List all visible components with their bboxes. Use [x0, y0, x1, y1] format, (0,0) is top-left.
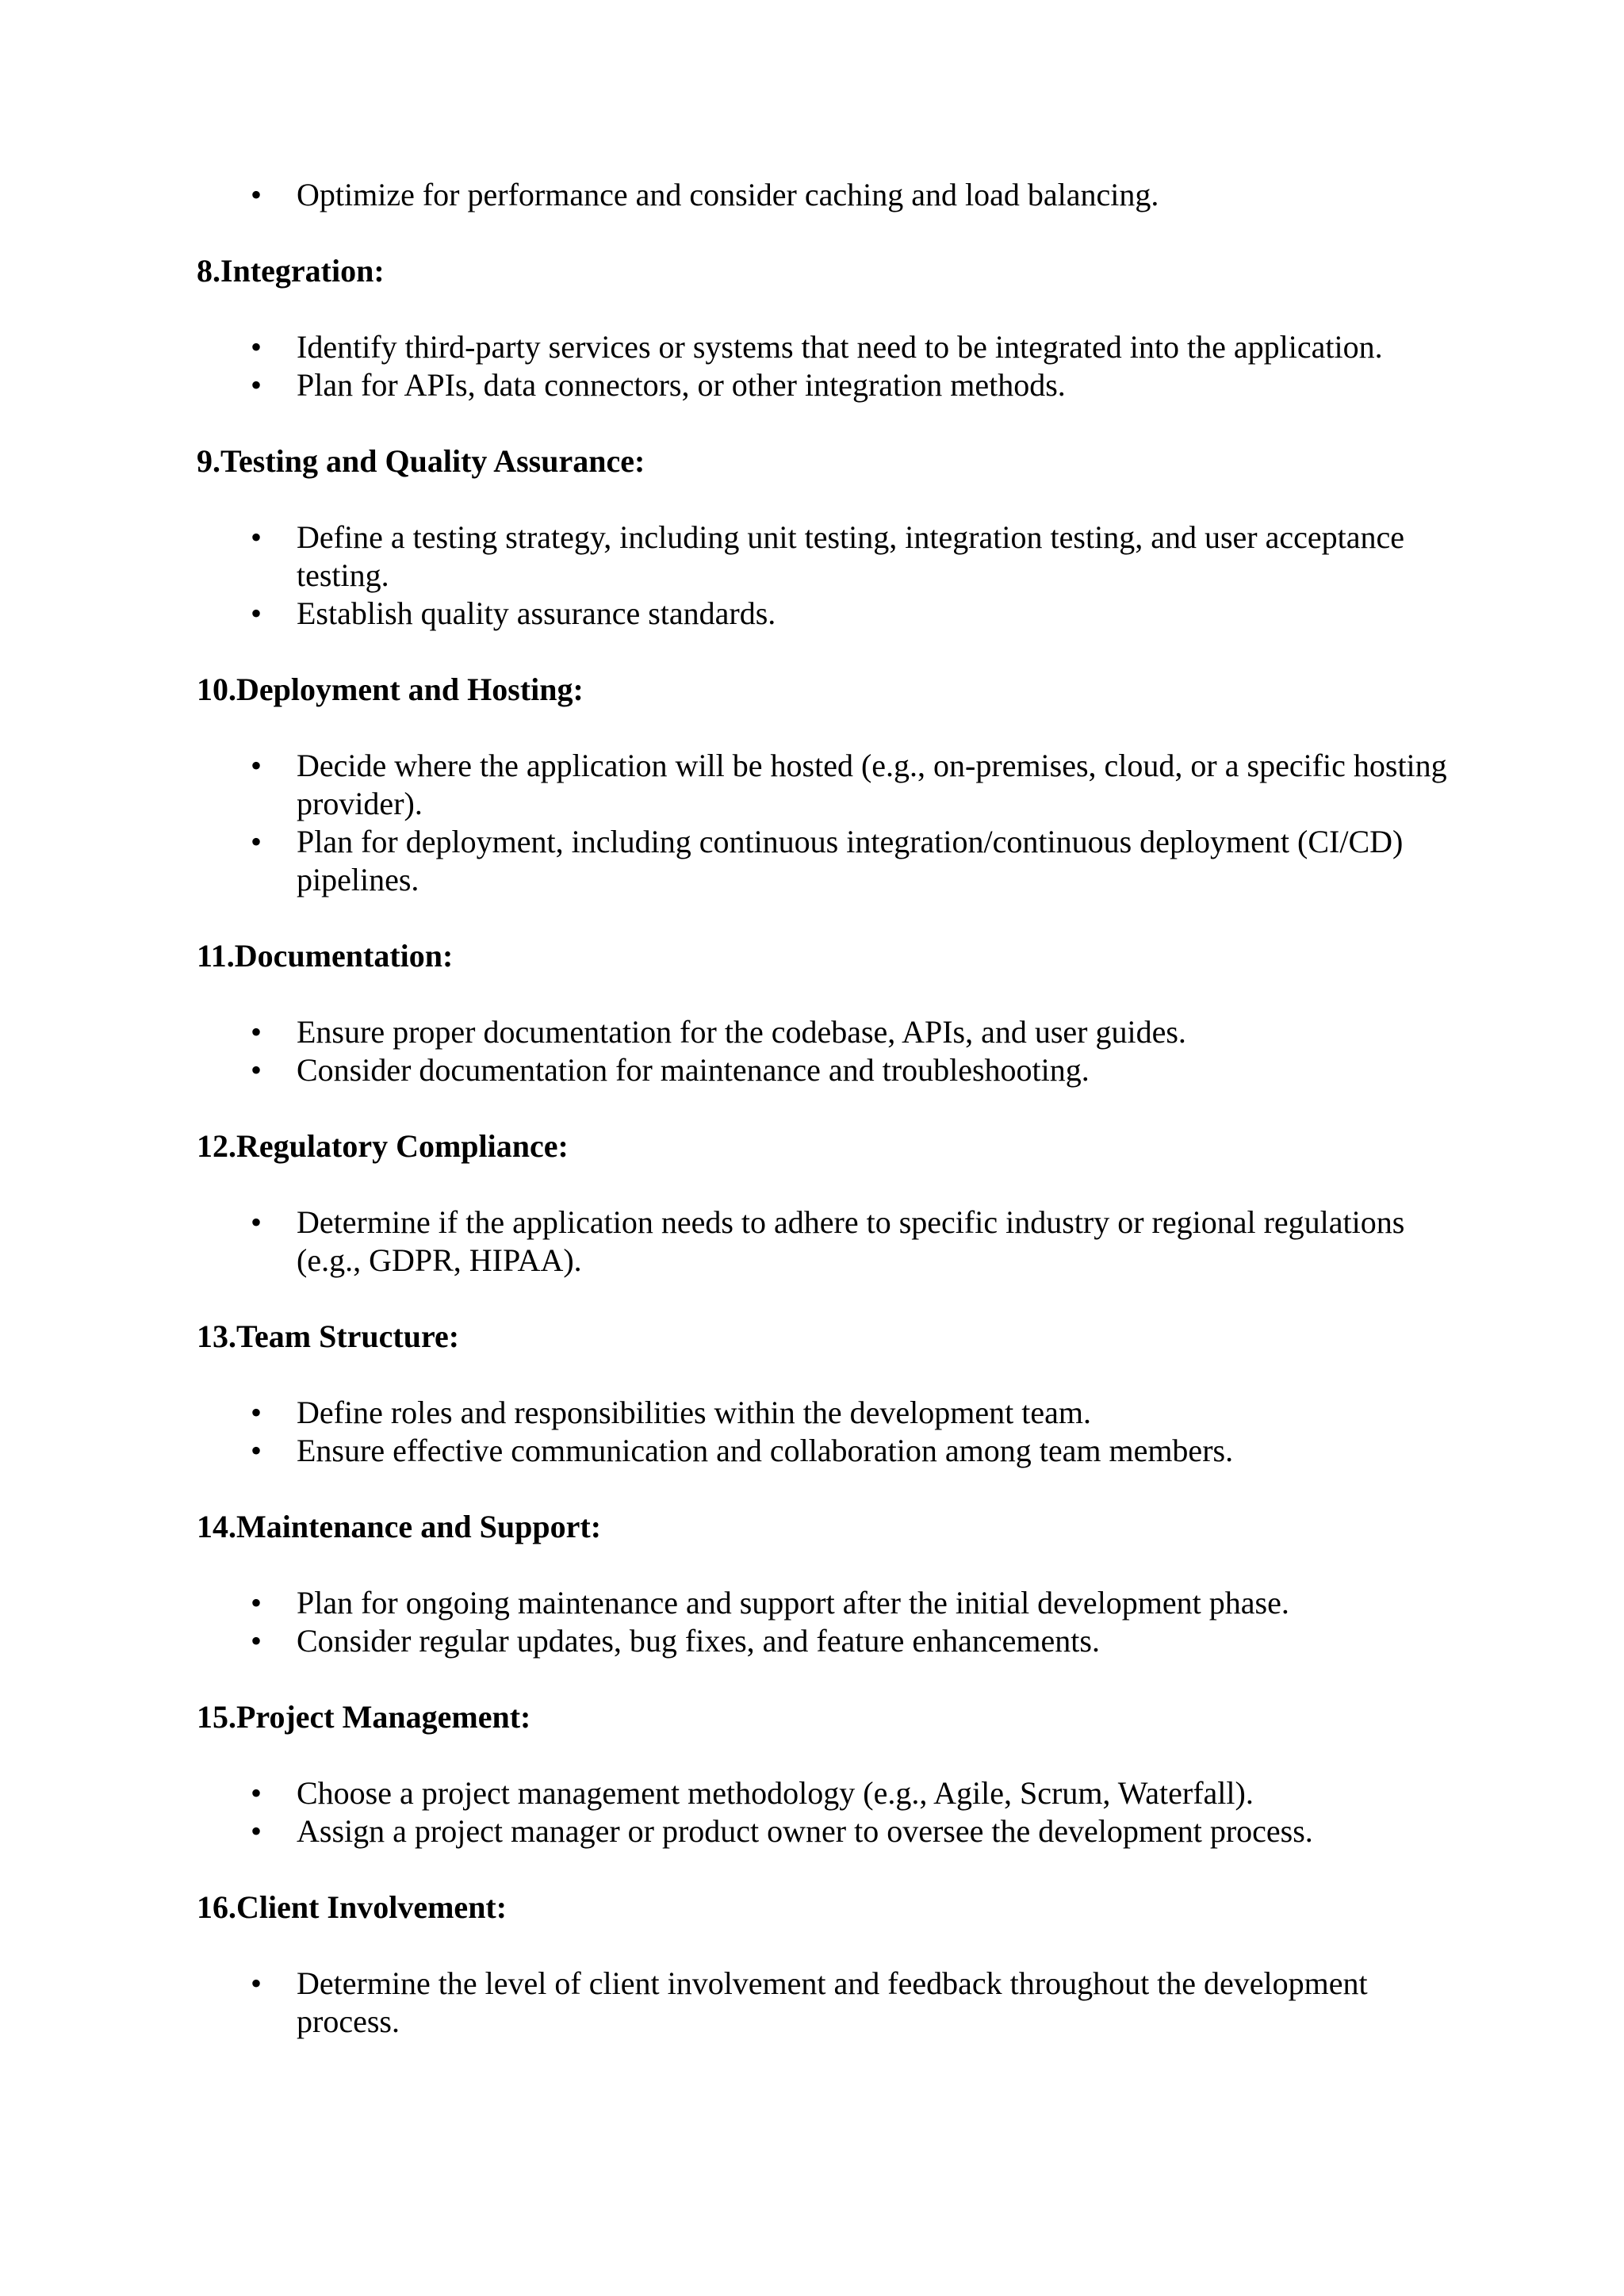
list-item — [197, 1432, 1450, 1470]
list-item — [197, 1203, 1450, 1280]
list-item-text: Choose a project management methodology (e.g., Agile, Scrum, Waterfall). — [297, 1775, 1254, 1811]
section-number: 11. — [197, 938, 235, 974]
section-heading — [197, 1318, 1450, 1356]
spacer — [197, 633, 1450, 671]
spacer — [197, 480, 1450, 519]
list-item-text: Assign a project manager or product owner to oversee the development process. — [297, 1813, 1313, 1849]
section-title: Client Involvement: — [236, 1889, 508, 1925]
section-bullet-list — [197, 1203, 1450, 1280]
section-number: 12. — [197, 1128, 236, 1164]
spacer — [197, 1850, 1450, 1888]
bullet-icon: • — [251, 824, 262, 859]
sections-container — [197, 252, 1450, 2041]
section-bullet-list — [197, 1965, 1450, 2041]
section — [197, 1508, 1450, 1698]
list-item-text: Decide where the application will be hosted (e.g., on-premises, cloud, or a specific hosting provider). — [297, 748, 1447, 821]
spacer — [197, 290, 1450, 328]
section-title: Testing and Quality Assurance: — [220, 443, 645, 479]
list-item — [197, 1051, 1450, 1089]
list-item-text: Define a testing strategy, including unit testing, integration testing, and user acceptance testing. — [297, 519, 1404, 593]
section-heading — [197, 1698, 1450, 1736]
list-item-text: Determine if the application needs to adhere to specific industry or regional regulations (e.g., GDPR, HIPAA). — [297, 1204, 1405, 1278]
list-item — [197, 595, 1450, 633]
bullet-icon: • — [251, 1014, 262, 1050]
bullet-icon: • — [251, 1813, 262, 1849]
list-item-text: Plan for ongoing maintenance and support after the initial development phase. — [297, 1585, 1289, 1621]
bullet-icon: • — [251, 1052, 262, 1088]
list-item — [197, 1774, 1450, 1812]
section-heading — [197, 252, 1450, 290]
document-content — [197, 176, 1450, 2041]
section-bullet-list — [197, 328, 1450, 404]
spacer — [197, 1660, 1450, 1698]
section — [197, 442, 1450, 671]
spacer — [197, 975, 1450, 1013]
section-title: Regulatory Compliance: — [236, 1128, 569, 1164]
spacer — [197, 1089, 1450, 1127]
section-title: Maintenance and Support: — [236, 1509, 602, 1544]
section-number: 16. — [197, 1889, 236, 1925]
section-heading — [197, 1508, 1450, 1546]
section-title: Deployment and Hosting: — [236, 672, 584, 707]
section-bullet-list — [197, 1394, 1450, 1470]
list-item-text: Ensure effective communication and collaboration among team members. — [297, 1433, 1234, 1468]
bullet-icon: • — [251, 1585, 262, 1621]
bullet-icon: • — [251, 1623, 262, 1659]
section-number: 10. — [197, 672, 236, 707]
list-item — [197, 366, 1450, 404]
bullet-icon: • — [251, 595, 262, 631]
section-title: Documentation: — [234, 938, 454, 974]
section-bullet-list — [197, 519, 1450, 633]
section-title: Project Management: — [236, 1699, 531, 1735]
list-item — [197, 747, 1450, 823]
section-bullet-list — [197, 1013, 1450, 1089]
section — [197, 1318, 1450, 1508]
section — [197, 1698, 1450, 1888]
list-item-text: Ensure proper documentation for the codebase, APIs, and user guides. — [297, 1014, 1186, 1050]
bullet-icon: • — [251, 1433, 262, 1468]
list-item — [197, 1965, 1450, 2041]
list-item-text: Optimize for performance and consider caching and load balancing. — [297, 177, 1159, 212]
list-item — [197, 1584, 1450, 1622]
section-heading — [197, 1127, 1450, 1165]
list-item-text: Identify third-party services or systems that need to be integrated into the application. — [297, 329, 1383, 365]
list-item — [197, 328, 1450, 366]
bullet-icon: • — [251, 1775, 262, 1811]
bullet-icon: • — [251, 329, 262, 365]
spacer — [197, 1356, 1450, 1394]
bullet-icon: • — [251, 1965, 262, 2001]
list-item-text: Define roles and responsibilities within the development team. — [297, 1395, 1091, 1430]
section-title: Integration: — [220, 253, 385, 289]
intro-bullet-list — [197, 176, 1450, 214]
section — [197, 1888, 1450, 2041]
list-item-text: Consider regular updates, bug fixes, and feature enhancements. — [297, 1623, 1100, 1659]
section-heading — [197, 937, 1450, 975]
bullet-icon: • — [251, 748, 262, 783]
list-item-text: Consider documentation for maintenance and troubleshooting. — [297, 1052, 1090, 1088]
section-bullet-list — [197, 747, 1450, 899]
list-item — [197, 1394, 1450, 1432]
section — [197, 1127, 1450, 1318]
list-item — [197, 823, 1450, 899]
bullet-icon: • — [251, 1395, 262, 1430]
list-item — [197, 176, 1450, 214]
section-number: 9. — [197, 443, 220, 479]
bullet-icon: • — [251, 1204, 262, 1240]
spacer — [197, 1165, 1450, 1203]
spacer — [197, 1927, 1450, 1965]
section — [197, 671, 1450, 937]
section-heading — [197, 1888, 1450, 1927]
section-heading — [197, 671, 1450, 709]
spacer — [197, 1546, 1450, 1584]
list-item-text: Plan for deployment, including continuous integration/continuous deployment (CI/CD) pipelines. — [297, 824, 1404, 897]
section — [197, 252, 1450, 442]
section-bullet-list — [197, 1584, 1450, 1660]
section-bullet-list — [197, 1774, 1450, 1850]
spacer — [197, 899, 1450, 937]
spacer — [197, 709, 1450, 747]
list-item — [197, 1013, 1450, 1051]
spacer — [197, 1280, 1450, 1318]
list-item-text: Establish quality assurance standards. — [297, 595, 776, 631]
section-heading — [197, 442, 1450, 480]
section-number: 13. — [197, 1318, 236, 1354]
bullet-icon: • — [251, 367, 262, 403]
section-number: 15. — [197, 1699, 236, 1735]
list-item — [197, 519, 1450, 595]
section — [197, 937, 1450, 1127]
list-item-text: Determine the level of client involvement and feedback throughout the development process. — [297, 1965, 1368, 2039]
spacer — [197, 1736, 1450, 1774]
spacer — [197, 404, 1450, 442]
section-title: Team Structure: — [236, 1318, 460, 1354]
section-number: 14. — [197, 1509, 236, 1544]
list-item — [197, 1812, 1450, 1850]
spacer — [197, 214, 1450, 252]
bullet-icon: • — [251, 177, 262, 212]
section-number: 8. — [197, 253, 220, 289]
spacer — [197, 1470, 1450, 1508]
list-item — [197, 1622, 1450, 1660]
bullet-icon: • — [251, 519, 262, 555]
list-item-text: Plan for APIs, data connectors, or other integration methods. — [297, 367, 1066, 403]
